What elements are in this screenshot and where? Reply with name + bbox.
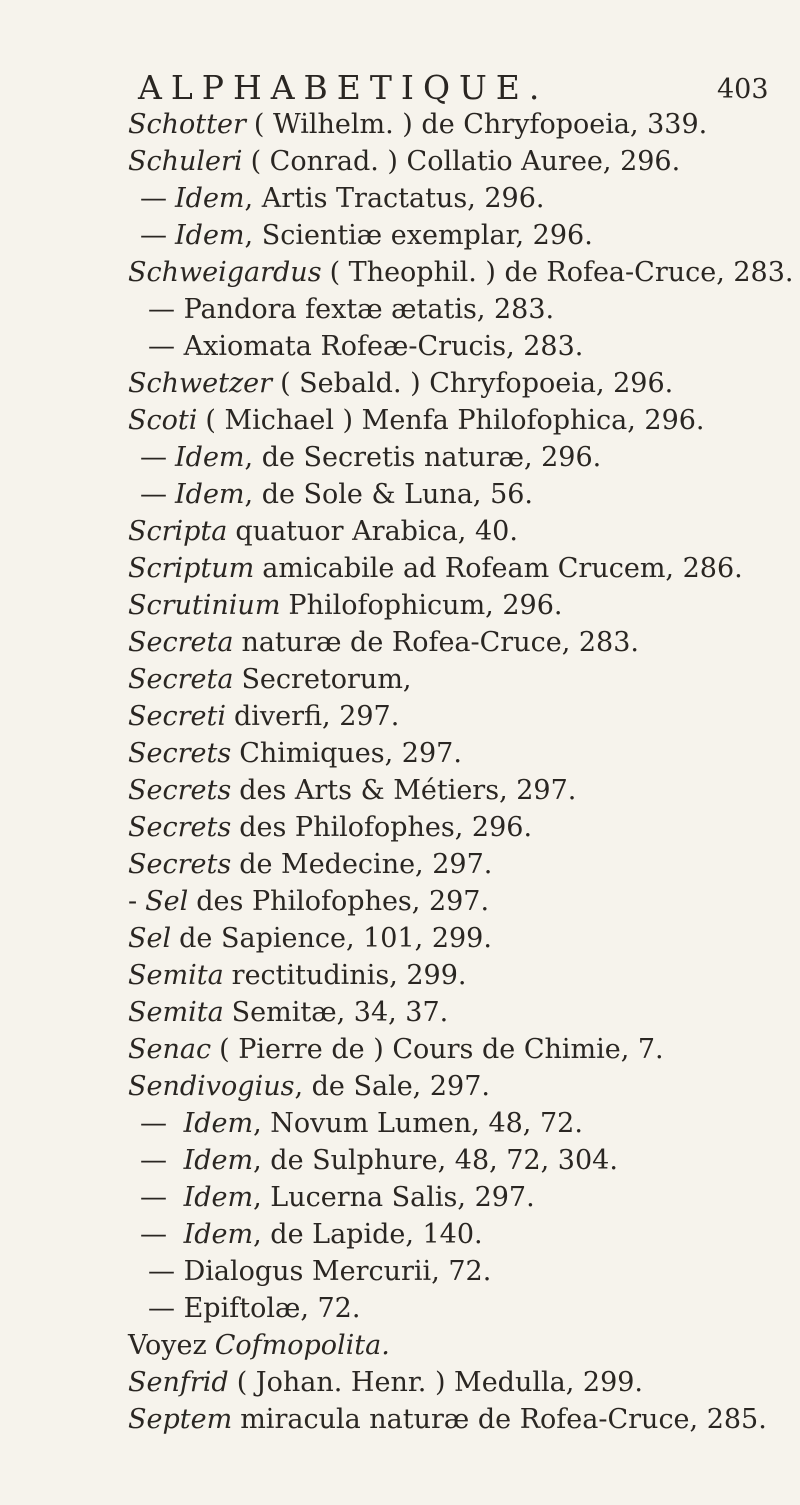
entry-text: de Sapience, 101, 299. xyxy=(179,923,492,954)
entry-dash: — xyxy=(140,1182,176,1213)
entry-headword: Septem xyxy=(128,1404,233,1435)
index-entry xyxy=(128,365,793,402)
entry-dash: - xyxy=(128,886,138,917)
entry-headword: Schweigardus xyxy=(128,257,322,288)
index-entry xyxy=(128,735,793,772)
entry-text: , de Secretis naturæ, 296. xyxy=(244,442,602,473)
entry-headword: Semita xyxy=(128,997,224,1028)
index-entry xyxy=(128,254,793,291)
index-entry xyxy=(128,180,793,217)
entry-text: , Novum Lumen, 48, 72. xyxy=(253,1108,583,1139)
index-entry xyxy=(128,143,793,180)
index-entry xyxy=(128,291,793,328)
entry-dash: — xyxy=(140,183,167,214)
index-entry xyxy=(128,587,793,624)
index-entry xyxy=(128,809,793,846)
entry-text: ( Conrad. ) Collatio Auree, 296. xyxy=(250,146,681,177)
index-entry xyxy=(128,698,793,735)
entry-text: ( Michael ) Menfa Philofophica, 296. xyxy=(205,405,705,436)
entry-headword: Sendivogius xyxy=(128,1071,295,1102)
entry-headword: Scoti xyxy=(128,405,198,436)
entry-headword: Secreti xyxy=(128,701,226,732)
index-entry xyxy=(128,994,793,1031)
entry-text: quatuor Arabica, 40. xyxy=(235,516,518,547)
entry-text: Philofophicum, 296. xyxy=(288,590,563,621)
entry-headword: Idem xyxy=(183,1108,254,1139)
index-entry xyxy=(128,883,793,920)
index-entry xyxy=(128,957,793,994)
entry-text: , de Sole & Luna, 56. xyxy=(244,479,534,510)
index-entry xyxy=(128,1364,793,1401)
index-entry xyxy=(128,513,793,550)
entry-text: ( Wilhelm. ) de Chryfopoeia, 339. xyxy=(253,109,708,140)
entry-headword: Senac xyxy=(128,1034,212,1065)
entry-headword: Secreta xyxy=(128,664,234,695)
entry-dash: — xyxy=(140,1219,176,1250)
entry-text: de Medecine, 297. xyxy=(239,849,493,880)
index-entry xyxy=(128,1290,793,1327)
entry-text: amicabile ad Rofeam Crucem, 286. xyxy=(262,553,743,584)
index-entry xyxy=(128,920,793,957)
entry-dash: — xyxy=(140,442,167,473)
entry-headword: Scriptum xyxy=(128,553,255,584)
index-entry xyxy=(128,624,793,661)
entry-text: ( Johan. Henr. ) Medulla, 299. xyxy=(236,1367,644,1398)
index-entry xyxy=(128,1068,793,1105)
index-entry xyxy=(128,846,793,883)
entry-headword: Senfrid xyxy=(128,1367,229,1398)
entry-text: naturæ de Rofea-Cruce, 283. xyxy=(241,627,639,658)
entry-text: Dialogus Mercurii, 72. xyxy=(183,1256,492,1287)
entry-headword: Idem xyxy=(183,1219,254,1250)
entry-cross-reference: Cofmopolita. xyxy=(214,1330,390,1361)
index-entry xyxy=(128,1401,793,1438)
index-entry xyxy=(128,772,793,809)
entry-dash: — xyxy=(140,1108,176,1139)
index-entry xyxy=(128,1142,793,1179)
entry-text: Voyez xyxy=(128,1330,207,1361)
entry-text: Epiftolæ, 72. xyxy=(183,1293,361,1324)
entry-text: , de Sale, 297. xyxy=(294,1071,490,1102)
index-entry xyxy=(128,1031,793,1068)
entry-headword: Sel xyxy=(145,886,189,917)
entry-headword: Idem xyxy=(175,183,245,214)
entry-headword: Idem xyxy=(175,479,245,510)
entry-text: Axiomata Rofeæ-Crucis, 283. xyxy=(183,331,584,362)
entry-text: ( Theophil. ) de Rofea-Cruce, 283. xyxy=(329,257,794,288)
entry-text: ( Sebald. ) Chryfopoeia, 296. xyxy=(280,368,674,399)
entry-headword: Idem xyxy=(175,442,245,473)
index-entry xyxy=(128,402,793,439)
entry-text: Semitæ, 34, 37. xyxy=(231,997,449,1028)
index-entry xyxy=(128,1105,793,1142)
entry-headword: Secrets xyxy=(128,849,232,880)
index-entries xyxy=(128,106,793,1438)
entry-headword: Schotter xyxy=(128,109,246,140)
entry-headword: Idem xyxy=(175,220,245,251)
entry-headword: Secrets xyxy=(128,812,232,843)
entry-text: miracula naturæ de Rofea-Cruce, 285. xyxy=(240,1404,767,1435)
entry-dash: — xyxy=(140,479,167,510)
entry-headword: Schwetzer xyxy=(128,368,273,399)
page-number: 403 xyxy=(717,74,769,105)
entry-text: des Arts & Métiers, 297. xyxy=(239,775,577,806)
entry-dash: — xyxy=(140,1145,176,1176)
entry-headword: Semita xyxy=(128,960,224,991)
entry-text: , Scientiæ exemplar, 296. xyxy=(244,220,593,251)
entry-dash: — xyxy=(148,294,184,325)
entry-headword: Scripta xyxy=(128,516,228,547)
index-entry xyxy=(128,328,793,365)
page-header xyxy=(0,68,800,108)
index-entry xyxy=(128,1179,793,1216)
entry-dash: — xyxy=(148,331,184,362)
entry-headword: Idem xyxy=(183,1145,254,1176)
index-entry xyxy=(128,661,793,698)
entry-headword: Secrets xyxy=(128,775,232,806)
index-entry xyxy=(128,476,793,513)
entry-text: des Philofophes, 296. xyxy=(239,812,533,843)
entry-text: Chimiques, 297. xyxy=(239,738,462,769)
index-entry xyxy=(128,217,793,254)
entry-headword: Scrutinium xyxy=(128,590,281,621)
index-entry xyxy=(128,106,793,143)
entry-text: , Artis Tractatus, 296. xyxy=(244,183,545,214)
entry-headword: Idem xyxy=(183,1182,254,1213)
entry-dash: — xyxy=(140,220,167,251)
entry-text: , de Lapide, 140. xyxy=(253,1219,483,1250)
entry-text: diverfi, 297. xyxy=(233,701,400,732)
entry-text: Secretorum, xyxy=(241,664,412,695)
entry-headword: Sel xyxy=(128,923,172,954)
entry-text: , de Sulphure, 48, 72, 304. xyxy=(253,1145,618,1176)
entry-text: ( Pierre de ) Cours de Chimie, 7. xyxy=(219,1034,664,1065)
entry-text: rectitudinis, 299. xyxy=(231,960,467,991)
entry-text: , Lucerna Salis, 297. xyxy=(253,1182,535,1213)
entry-headword: Schuleri xyxy=(128,146,243,177)
entry-headword: Secreta xyxy=(128,627,234,658)
entry-text: des Philofophes, 297. xyxy=(196,886,490,917)
entry-headword: Secrets xyxy=(128,738,232,769)
index-entry xyxy=(128,1327,793,1364)
index-entry xyxy=(128,1253,793,1290)
index-entry xyxy=(128,550,793,587)
running-title: ALPHABETIQUE. xyxy=(138,68,549,107)
index-entry xyxy=(128,439,793,476)
entry-dash: — xyxy=(148,1293,184,1324)
index-entry xyxy=(128,1216,793,1253)
entry-dash: — xyxy=(148,1256,184,1287)
entry-text: Pandora fextæ ætatis, 283. xyxy=(183,294,555,325)
